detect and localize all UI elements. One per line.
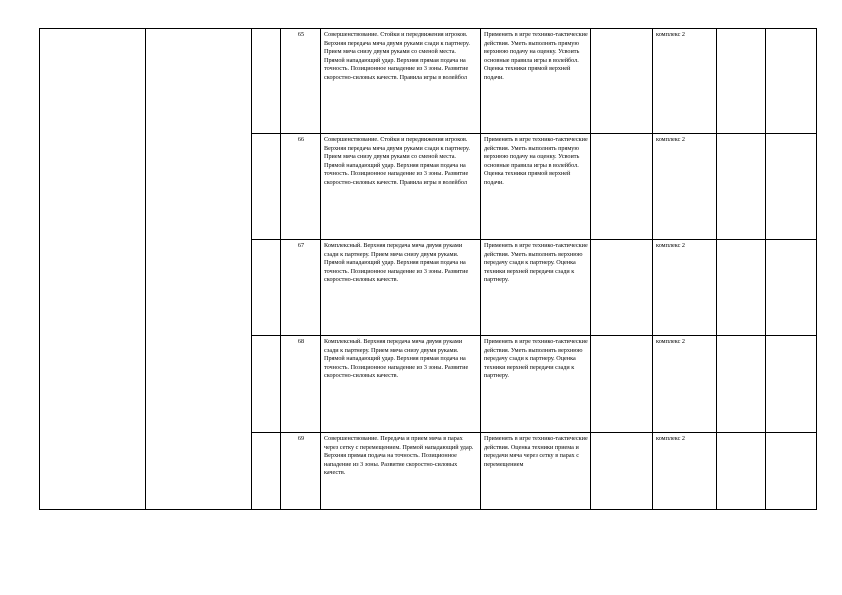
lesson-topic: Совершенствование. Передача и прием мяча в парах через сетку с перемещением. Прямой нападающий удар. Верхняя прямая подача на точность. Позиционное нападение из 3 зоны. Развитие скоростно-силовых качеств. [321,433,481,510]
student-activity: Применять в игре технико-тактические действия. Уметь выполнять верхнюю передачу сзади к партнеру. Оценка техники верхней передачи сзади к партнеру. [481,240,591,336]
fact-date-cell [766,433,817,510]
lesson-number: 68 [281,336,321,433]
hours-cell [252,336,281,433]
hours-cell [252,240,281,336]
lesson-topic: Комплексный. Верхняя передача мяча двумя руками сзади к партнеру. Прием мяча снизу двумя руками. Прямой нападающий удар. Верхняя прямая подача на точность. Позиционное нападение из 3 зоны. Развитие скоростно-силовых качеств. [321,240,481,336]
plan-date-cell [717,134,766,240]
plan-date-cell [717,29,766,134]
table-row [40,29,817,134]
student-activity: Применять в игре технико-тактические действия. Уметь выполнять прямую верхнюю подачу на оценку. Усвоить основные правила игры в волейбол. Оценка техники прямой верхней подачи. [481,134,591,240]
fact-date-cell [766,29,817,134]
hours-cell [252,134,281,240]
lesson-number: 66 [281,134,321,240]
notes-cell [591,336,653,433]
lesson-plan-table [39,28,817,510]
notes-cell [591,29,653,134]
control-type: комплекс 2 [653,433,717,510]
lesson-number: 67 [281,240,321,336]
fact-date-cell [766,134,817,240]
notes-cell [591,134,653,240]
plan-date-cell [717,336,766,433]
plan-date-cell [717,433,766,510]
lesson-number: 65 [281,29,321,134]
section-cell [40,29,146,510]
fact-date-cell [766,336,817,433]
control-type: комплекс 2 [653,134,717,240]
plan-date-cell [717,240,766,336]
notes-cell [591,433,653,510]
lesson-topic: Совершенствование. Стойки и передвижения игроков. Верхняя передача мяча двумя руками сзади к партнеру. Прием мяча снизу двумя руками со сменой места. Прямой нападающий удар. Верхняя прямая подача на точность. Позиционное нападение из 3 зоны. Развитие скоростно-силовых качеств. Правила игры в волейбол [321,134,481,240]
student-activity: Применять в игре технико-тактические действия. Оценка техники приема и передачи мяча через сетку в парах с перемещением [481,433,591,510]
hours-cell [252,29,281,134]
control-type: комплекс 2 [653,29,717,134]
hours-cell [252,433,281,510]
lesson-topic: Совершенствование. Стойки и передвижения игроков. Верхняя передача мяча двумя руками сзади к партнеру. Прием мяча снизу двумя руками со сменой места. Прямой нападающий удар. Верхняя прямая подача на точность. Позиционное нападение из 3 зоны. Развитие скоростно-силовых качеств. Правила игры в волейбол [321,29,481,134]
lesson-number: 69 [281,433,321,510]
notes-cell [591,240,653,336]
control-type: комплекс 2 [653,336,717,433]
control-type: комплекс 2 [653,240,717,336]
lesson-topic: Комплексный. Верхняя передача мяча двумя руками сзади к партнеру. Прием мяча снизу двумя руками. Прямой нападающий удар. Верхняя прямая подача на точность. Позиционное нападение из 3 зоны. Развитие скоростно-силовых качеств. [321,336,481,433]
fact-date-cell [766,240,817,336]
student-activity: Применять в игре технико-тактические действия. Уметь выполнять верхнюю передачу сзади к партнеру. Оценка техники верхней передачи сзади к партнеру. [481,336,591,433]
student-activity: Применять в игре технико-тактические действия. Уметь выполнять прямую верхнюю подачу на оценку. Усвоить основные правила игры в волейбол. Оценка техники прямой верхней подачи. [481,29,591,134]
subsection-cell [146,29,252,510]
